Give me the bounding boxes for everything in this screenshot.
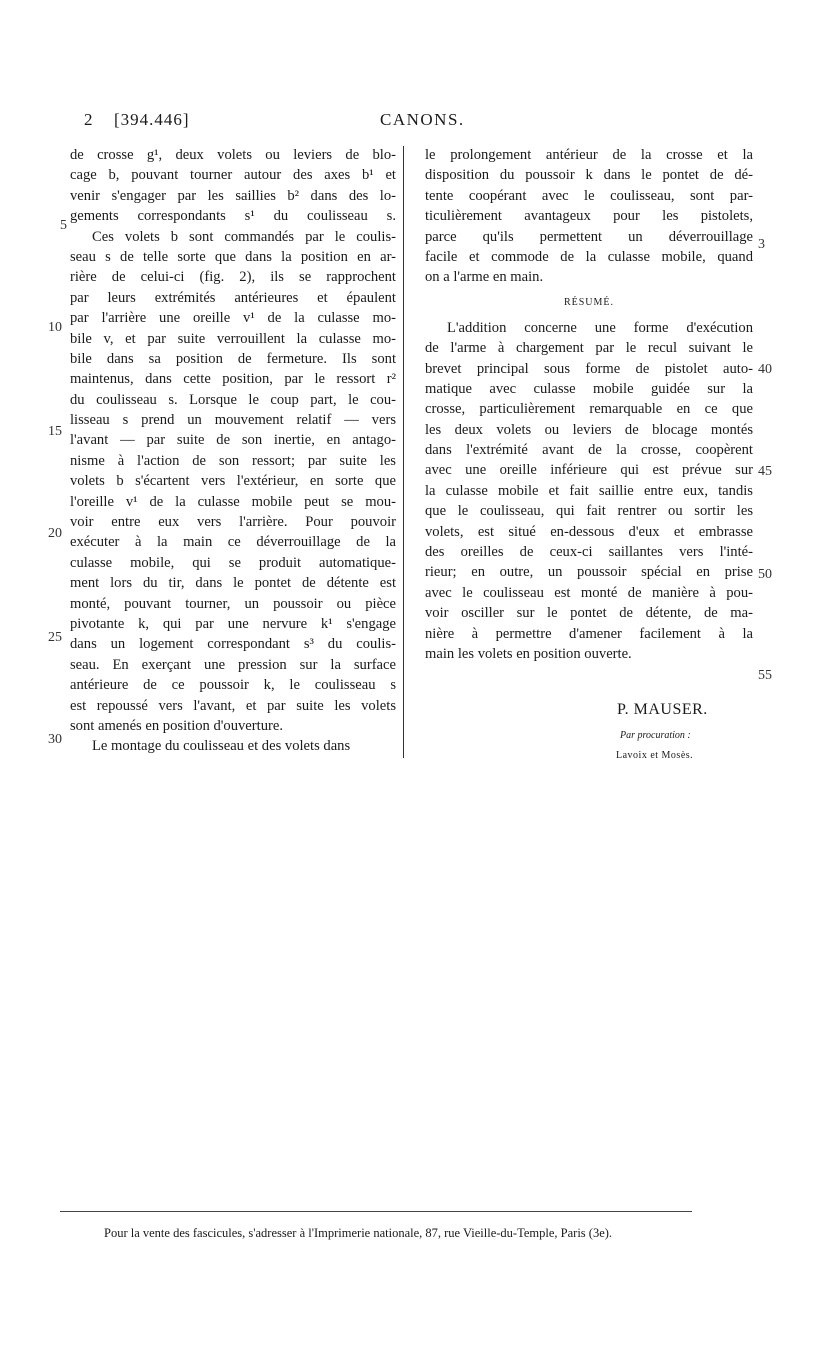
text-line: lisseau s prend un mouvement relatif — vers: [70, 412, 396, 429]
text-line: le prolongement antérieur de la crosse et la: [425, 147, 753, 163]
text-line: ment lors du tir, dans le pontet de détente est: [70, 575, 396, 592]
text-line: antérieure de ce poussoir k, le coulisseau s: [70, 677, 396, 694]
text-line: seau s de telle sorte que dans la position en ar-: [70, 248, 396, 265]
right-column-intro: [425, 145, 753, 288]
text-line: monté, pouvant tourner, un poussoir ou pièce: [70, 595, 396, 612]
footer-note: Pour la vente des fascicules, s'adresser à l'Imprimerie nationale, 87, rue Vieille-du-Temple, Paris (3e).: [104, 1226, 613, 1240]
text-line: culasse mobile, qui se produit automatique-: [70, 554, 396, 571]
footer-rule: [60, 1211, 692, 1212]
text-line: dans l'extrémité avant de la crosse, coopèrent: [425, 442, 753, 459]
page-number: 2: [84, 110, 94, 129]
text-line: maintenus, dans cette position, par le ressort r²: [70, 371, 396, 388]
text-line: facile et commode de la culasse mobile, quand: [425, 248, 753, 265]
text-line: rieur; en outre, un poussoir spécial en prise: [425, 564, 753, 581]
text-line: sont amenés en position d'ouverture.: [70, 717, 283, 734]
signature-proxy: Par procuration :: [620, 730, 691, 741]
resume-heading: RÉSUMÉ.: [563, 296, 615, 308]
text-line: volets b s'écartent vers l'extérieur, en sorte que: [70, 473, 396, 490]
left-column: [70, 145, 396, 757]
text-line: volets, est situé en-dessous d'eux et embrasse: [425, 523, 753, 540]
line-number: 45: [758, 464, 772, 479]
text-line: par l'arrière une oreille v¹ de la culasse mo-: [70, 310, 396, 327]
text-line: de crosse g¹, deux volets ou leviers de blo-: [70, 147, 396, 163]
text-line: avec une oreille inférieure qui est prévue sur: [425, 462, 753, 479]
line-number: 25: [48, 630, 62, 645]
text-line: crosse, particulièrement remarquable en ce que: [425, 401, 753, 418]
text-line: de l'arme à chargement par le recul suivant le: [425, 340, 753, 357]
text-line: bile v, et par suite verrouillent la culasse mo-: [70, 330, 396, 347]
text-line: nière à permettre d'amener facilement à la: [425, 625, 753, 642]
text-line: pivotante k, qui par une nervure k¹ s'engage: [70, 615, 396, 632]
line-number: 40: [758, 362, 772, 377]
text-line: on a l'arme en main.: [425, 269, 544, 286]
line-number: 55: [758, 668, 772, 683]
text-line: cage b, pouvant tourner autour des axes b¹ et: [70, 167, 396, 184]
line-number: 30: [48, 732, 62, 747]
text-line: l'avant — par suite de son inertie, en antago-: [70, 432, 396, 449]
line-number: 15: [48, 424, 62, 439]
text-line: seau. En exerçant une pression sur la surface: [70, 656, 396, 673]
text-line: exécuter à la main ce déverrouillage de la: [70, 534, 396, 551]
text-line: ticulièrement avantageux pour les pistolets,: [425, 208, 753, 225]
text-line: L'addition concerne une forme d'exécution: [447, 319, 753, 336]
text-line: dans un logement correspondant s³ du coulis-: [70, 636, 396, 653]
text-line: main les volets en position ouverte.: [425, 645, 632, 662]
patent-number: [394.446]: [114, 110, 190, 129]
text-line: par leurs extrémités antérieures et épaulent: [70, 289, 396, 306]
text-line: Ces volets b sont commandés par le coulis-: [92, 228, 396, 245]
text-line: parce qu'ils permettent un déverrouillage: [425, 228, 753, 245]
signature-name: P. MAUSER.: [617, 701, 708, 718]
resume-text: [425, 318, 753, 665]
line-number: 3: [758, 237, 765, 252]
text-line: brevet principal sous forme de pistolet auto-: [425, 360, 753, 377]
right-column: [425, 145, 753, 664]
text-line: des oreilles de ceux-ci saillantes vers l'inté-: [425, 544, 753, 561]
line-number: 50: [758, 567, 772, 582]
line-number: 10: [48, 320, 62, 335]
column-divider: [403, 146, 404, 758]
text-line: matique avec culasse mobile guidée sur la: [425, 380, 753, 397]
text-line: du coulisseau s. Lorsque le coup part, le cou-: [70, 391, 396, 408]
text-line: que le coulisseau, qui fait rentrer ou sortir les: [425, 503, 753, 520]
text-line: avec le coulisseau est monté de manière à pou-: [425, 584, 753, 601]
text-line: est repoussé vers l'avant, et par suite les volets: [70, 697, 396, 714]
text-line: la culasse mobile et fait saillie entre eux, tandis: [425, 482, 753, 499]
line-number: 20: [48, 526, 62, 541]
text-line: les deux volets ou leviers de blocage montés: [425, 421, 753, 438]
signature-agents: Lavoix et Mosès.: [616, 750, 694, 761]
text-line: Le montage du coulisseau et des volets dans: [92, 738, 351, 755]
text-line: bile dans sa position de fermeture. Ils sont: [70, 350, 396, 367]
text-line: rière de celui-ci (fig. 2), ils se rapprochent: [70, 269, 396, 286]
text-line: voir entre eux vers l'arrière. Pour pouvoir: [70, 514, 396, 531]
text-line: voir osciller sur le pontet de détente, de ma-: [425, 605, 753, 622]
line-number: 5: [60, 218, 67, 233]
text-line: nisme à l'action de son ressort; par suite les: [70, 452, 396, 469]
text-line: venir s'engager par les saillies b² dans des lo-: [70, 187, 396, 204]
text-line: gements correspondants s¹ du coulisseau s.: [70, 208, 396, 225]
text-line: tente coopérant avec le coulisseau, sont par-: [425, 187, 753, 204]
text-line: disposition du poussoir k dans le pontet de dé-: [425, 167, 753, 184]
section-title: CANONS.: [380, 110, 465, 129]
text-line: l'oreille v¹ de la culasse mobile peut se mou-: [70, 493, 396, 510]
